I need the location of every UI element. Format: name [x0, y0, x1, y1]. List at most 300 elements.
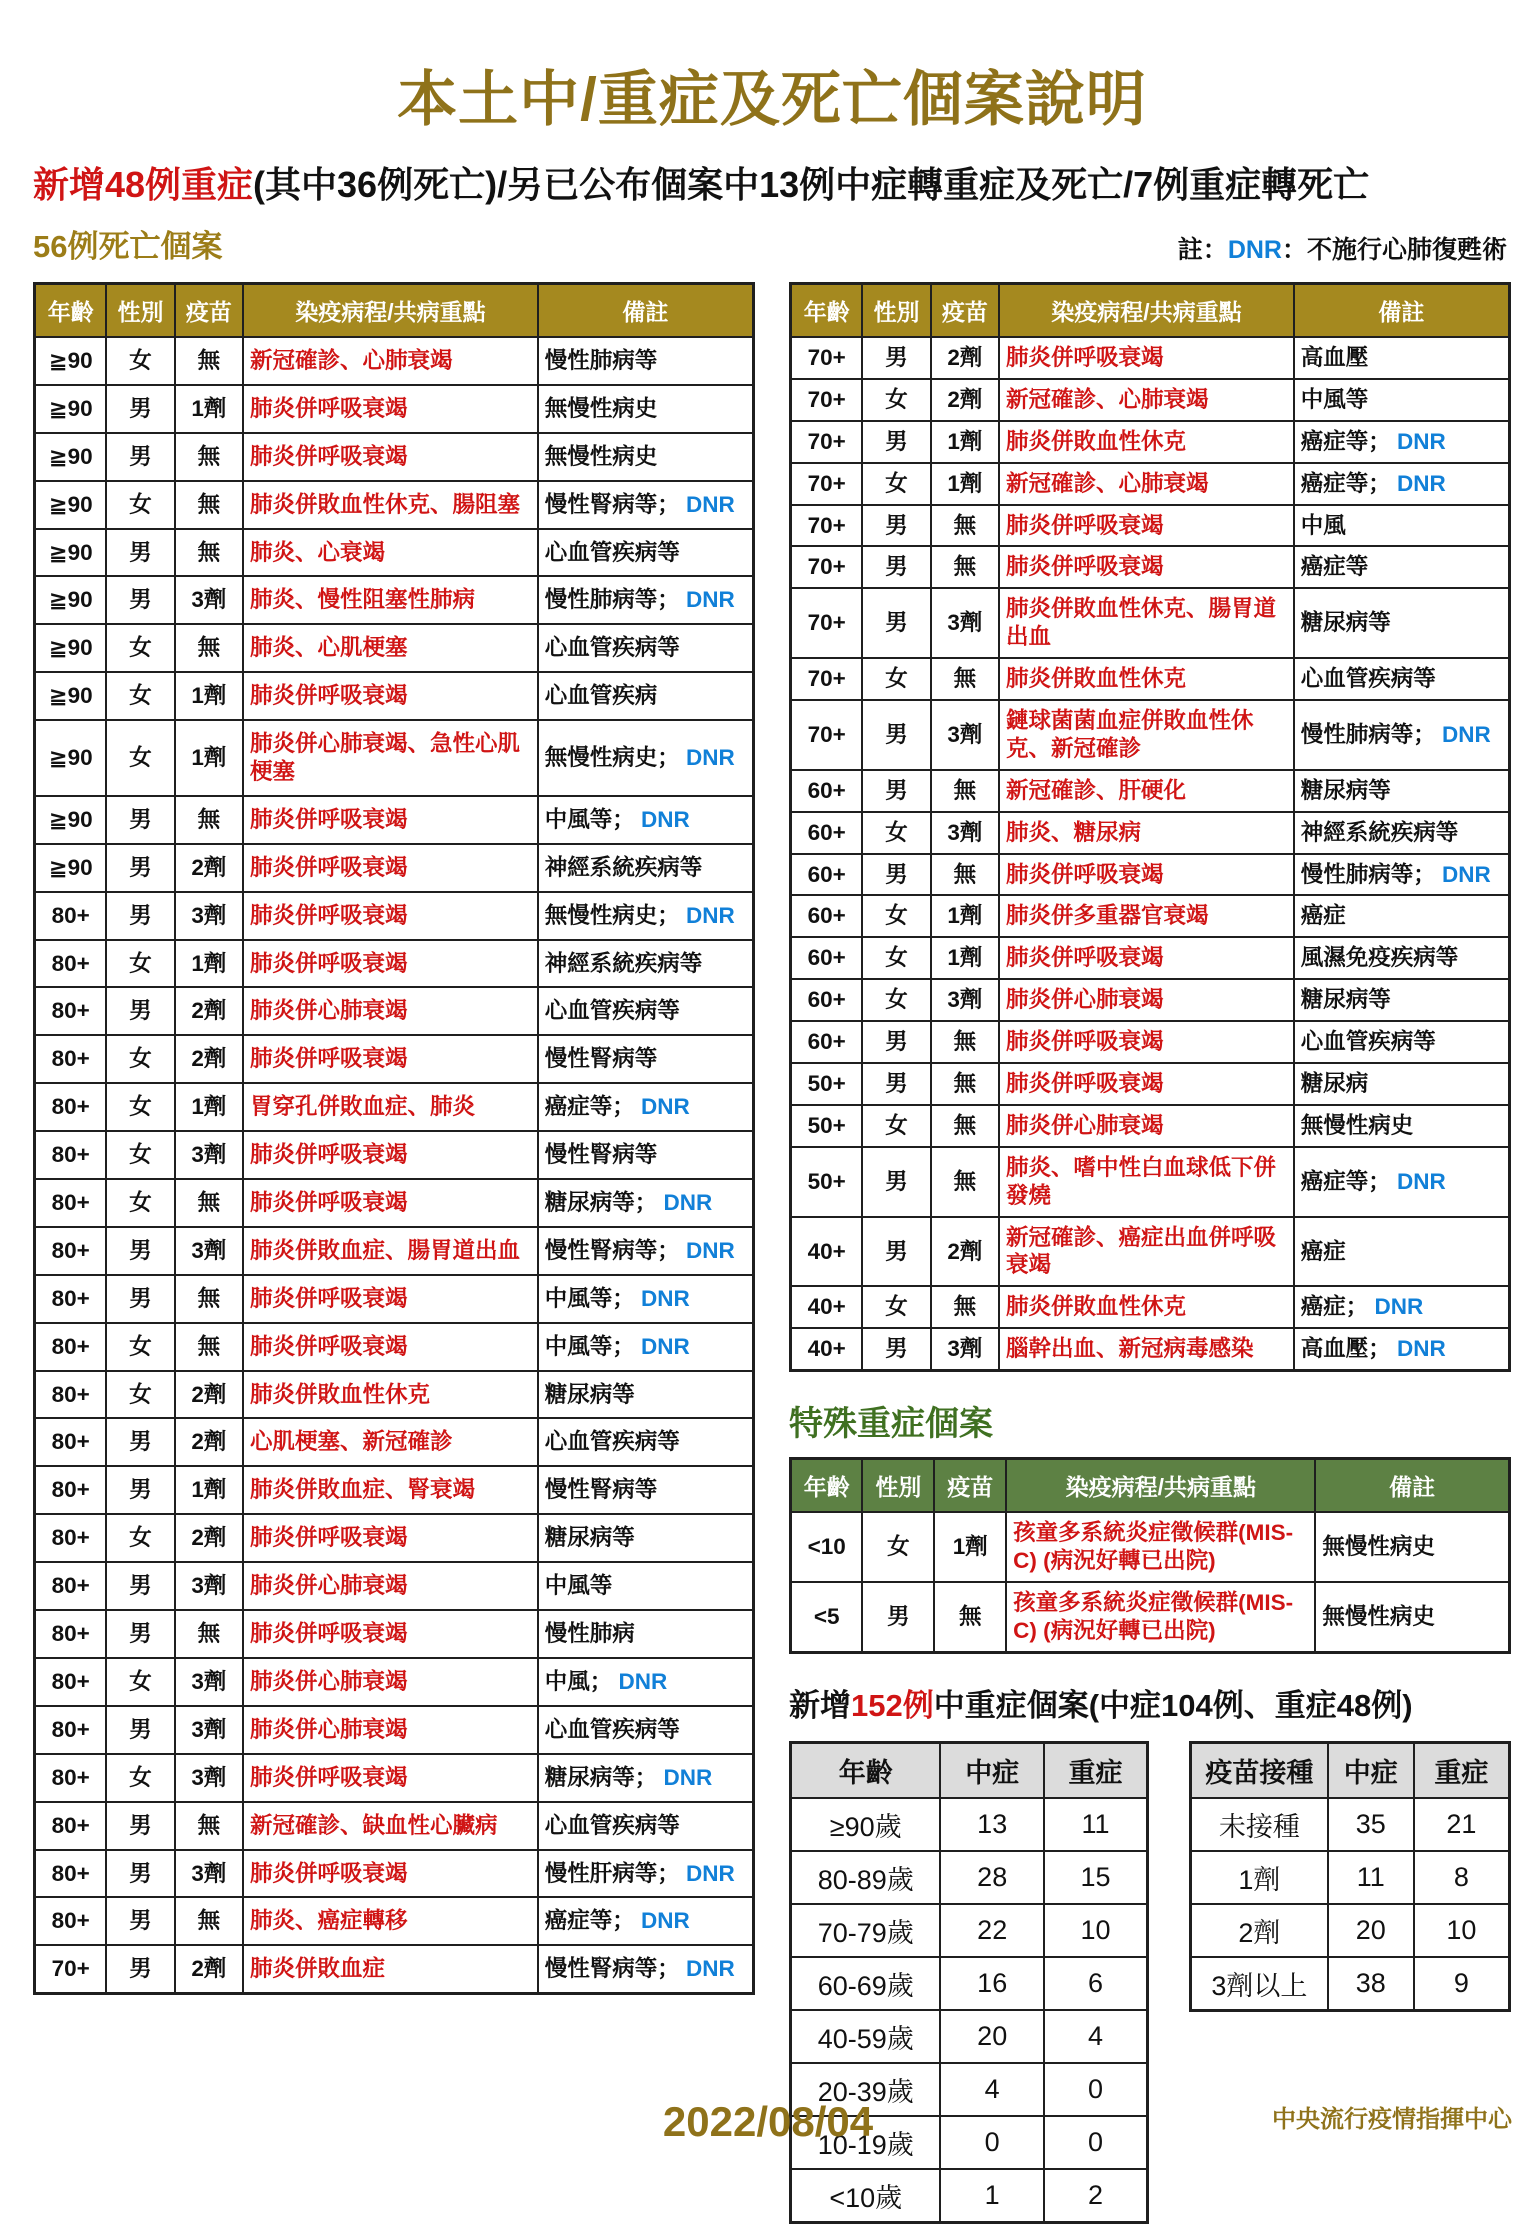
cell-sex: 女	[862, 1105, 930, 1147]
cell-sex: 男	[106, 1945, 174, 1993]
table-row	[791, 1904, 1148, 1957]
cell-note: 癌症等； DNR	[1294, 463, 1510, 505]
cell-mid: 20	[940, 2010, 1044, 2063]
cell-age: ≧90	[35, 720, 107, 796]
cell-course: 肺炎併心肺衰竭	[243, 1706, 538, 1754]
vaccine-summary-table-header	[1191, 1742, 1510, 1798]
cell-course: 肺炎併心肺衰竭	[999, 979, 1294, 1021]
cell-sev: 0	[1044, 2116, 1148, 2169]
cell-note: 心血管疾病等	[1294, 658, 1510, 700]
cell-vax: 2劑	[931, 379, 999, 421]
table-row	[791, 812, 1510, 854]
table-row	[791, 337, 1510, 379]
cell-mid: 20	[1328, 1904, 1414, 1957]
cell-vax: 無	[175, 796, 243, 844]
table-row	[791, 658, 1510, 700]
cell-age: 80+	[35, 1371, 107, 1419]
death-table-right-body	[791, 337, 1510, 1371]
column-header: 性別	[862, 284, 930, 338]
cell-note: 糖尿病等； DNR	[538, 1754, 754, 1802]
cell-note: 中風等	[1294, 379, 1510, 421]
cell-note: 高血壓	[1294, 337, 1510, 379]
cell-age: <10	[791, 1512, 863, 1582]
cell-age: ≧90	[35, 529, 107, 577]
table-row	[791, 1063, 1510, 1105]
table-row	[35, 1275, 754, 1323]
table-row	[791, 1851, 1148, 1904]
dnr-tag: DNR	[641, 1094, 690, 1120]
table-row	[35, 1850, 754, 1898]
cell-age: ≧90	[35, 337, 107, 385]
cell-sev: 15	[1044, 1851, 1148, 1904]
cell-vax: 無	[934, 1582, 1006, 1652]
cell-course: 肺炎併呼吸衰竭	[243, 1610, 538, 1658]
cell-note: 無慢性病史； DNR	[538, 720, 754, 796]
cell-course: 孩童多系統炎症徵候群(MIS-C) (病況好轉已出院)	[1006, 1582, 1315, 1652]
cell-sex: 男	[862, 854, 930, 896]
cell-note: 無慢性病史	[538, 433, 754, 481]
cell-age: 50+	[791, 1063, 863, 1105]
cell-course: 肺炎、心肌梗塞	[243, 624, 538, 672]
header-row	[791, 284, 1510, 338]
cell-course: 肺炎、糖尿病	[999, 812, 1294, 854]
cell-sex: 男	[106, 987, 174, 1035]
cell-note: 神經系統疾病等	[1294, 812, 1510, 854]
cell-age: 70+	[791, 546, 863, 588]
cell-age: 80+	[35, 1418, 107, 1466]
cell-note: 慢性腎病等； DNR	[538, 1945, 754, 1993]
cell-note: 無慢性病史	[1315, 1582, 1509, 1652]
table-row	[1191, 1851, 1510, 1904]
cell-sex: 女	[106, 1131, 174, 1179]
table-row	[1191, 1798, 1510, 1851]
column-header: 年齡	[35, 284, 107, 338]
cell-vax: 無	[931, 1021, 999, 1063]
cell-age: 80+	[35, 1802, 107, 1850]
cell-age: 60+	[791, 854, 863, 896]
cell-course: 肺炎併敗血症、腸胃道出血	[243, 1227, 538, 1275]
cell-note: 癌症	[1294, 895, 1510, 937]
table-row	[791, 1021, 1510, 1063]
column-header: 疫苗	[934, 1459, 1006, 1513]
cell-age: 70+	[791, 658, 863, 700]
cell-course: 肺炎併呼吸衰竭	[999, 937, 1294, 979]
cell-age: 80+	[35, 1706, 107, 1754]
table-row	[35, 1418, 754, 1466]
table-row	[35, 844, 754, 892]
cell-sex: 男	[862, 505, 930, 547]
cell-vax: 3劑	[931, 1328, 999, 1370]
cell-sex: 女	[106, 940, 174, 988]
cell-course: 肺炎併呼吸衰竭	[243, 1754, 538, 1802]
cell-age: 80+	[35, 940, 107, 988]
cell-note: 神經系統疾病等	[538, 844, 754, 892]
column-header: 疫苗	[931, 284, 999, 338]
cell-vax: 1劑	[931, 895, 999, 937]
table-row	[791, 379, 1510, 421]
cell-course: 肺炎併心肺衰竭、急性心肌梗塞	[243, 720, 538, 796]
cell-age: 70+	[791, 588, 863, 658]
cell-sex: 男	[862, 1021, 930, 1063]
cell-age: <5	[791, 1582, 863, 1652]
cell-sex: 女	[862, 379, 930, 421]
special-cases-table-body	[791, 1512, 1510, 1652]
cell-age: 80+	[35, 1850, 107, 1898]
cell-vax: 3劑	[175, 1562, 243, 1610]
cell-vax: 3劑	[175, 1131, 243, 1179]
cell-sev: 10	[1414, 1904, 1510, 1957]
table-row	[35, 529, 754, 577]
main-content	[33, 282, 1511, 2224]
table-row	[35, 1227, 754, 1275]
column-header: 備註	[1315, 1459, 1509, 1513]
cell-mid: 0	[940, 2116, 1044, 2169]
cell-vax: 2劑	[175, 987, 243, 1035]
table-row	[791, 979, 1510, 1021]
cell-course: 肺炎併敗血性休克、腸胃道出血	[999, 588, 1294, 658]
cell-label: 未接種	[1191, 1798, 1328, 1851]
dnr-tag: DNR	[663, 1764, 713, 1790]
cell-age: ≧90	[35, 385, 107, 433]
cell-sex: 男	[862, 1147, 930, 1217]
table-row	[35, 672, 754, 720]
cell-sex: 男	[106, 576, 174, 624]
cell-vax: 無	[175, 1323, 243, 1371]
cell-mid: 13	[940, 1798, 1044, 1851]
table-row	[35, 481, 754, 529]
cell-age: ≧90	[35, 624, 107, 672]
dnr-tag: DNR	[686, 902, 735, 928]
table-row	[791, 1957, 1148, 2010]
cell-age: 80+	[35, 1131, 107, 1179]
cell-age: ≧90	[35, 844, 107, 892]
cell-vax: 無	[175, 433, 243, 481]
table-row	[35, 1371, 754, 1419]
cell-note: 糖尿病等	[538, 1371, 754, 1419]
cell-age: 80+	[35, 1227, 107, 1275]
table-row	[791, 1582, 1510, 1652]
cell-vax: 2劑	[931, 1217, 999, 1287]
cell-sex: 女	[106, 1514, 174, 1562]
table-row	[35, 1035, 754, 1083]
table-row	[35, 1754, 754, 1802]
cell-note: 中風； DNR	[538, 1658, 754, 1706]
death-section-label: 56例死亡個案	[33, 229, 223, 264]
cell-age: 80+	[35, 1179, 107, 1227]
cell-course: 肺炎、癌症轉移	[243, 1897, 538, 1945]
dnr-tag: DNR	[1397, 470, 1446, 496]
cell-note: 糖尿病等	[1294, 588, 1510, 658]
header-row	[791, 1459, 1510, 1513]
cell-label: 80-89歲	[791, 1851, 941, 1904]
cell-note: 神經系統疾病等	[538, 940, 754, 988]
cell-vax: 無	[931, 854, 999, 896]
age-summary-table-body	[791, 1798, 1148, 2223]
table-row	[35, 1514, 754, 1562]
cell-vax: 3劑	[931, 700, 999, 770]
cell-age: 70+	[791, 700, 863, 770]
cell-course: 肺炎併呼吸衰竭	[243, 1323, 538, 1371]
cell-label: ≥90歲	[791, 1798, 941, 1851]
cell-sex: 女	[862, 1512, 934, 1582]
cell-note: 慢性腎病等	[538, 1466, 754, 1514]
cell-sex: 男	[862, 1328, 930, 1370]
table-row	[791, 1512, 1510, 1582]
cell-label: 40-59歲	[791, 2010, 941, 2063]
cell-course: 肺炎併呼吸衰竭	[243, 892, 538, 940]
cell-vax: 2劑	[175, 1418, 243, 1466]
cell-vax: 無	[931, 1147, 999, 1217]
left-column	[33, 282, 755, 1995]
cell-label: 60-69歲	[791, 1957, 941, 2010]
cell-sev: 6	[1044, 1957, 1148, 2010]
cell-sev: 9	[1414, 1957, 1510, 2011]
cell-note: 癌症等； DNR	[1294, 1147, 1510, 1217]
cell-course: 肺炎併呼吸衰竭	[243, 844, 538, 892]
column-header: 年齡	[791, 284, 863, 338]
cell-mid: 22	[940, 1904, 1044, 1957]
dnr-tag: DNR	[686, 491, 735, 517]
cell-age: 80+	[35, 1562, 107, 1610]
cell-sex: 女	[862, 979, 930, 1021]
cell-course: 肺炎併敗血性休克	[999, 1286, 1294, 1328]
header-row	[35, 284, 754, 338]
vaccine-summary-table	[1189, 1741, 1511, 2012]
note-suffix: ：不施行心肺復甦術	[1281, 236, 1507, 264]
cell-note: 糖尿病	[1294, 1063, 1510, 1105]
cell-vax: 2劑	[931, 337, 999, 379]
cell-vax: 2劑	[175, 1371, 243, 1419]
cell-note: 慢性肺病等； DNR	[538, 576, 754, 624]
cell-sex: 女	[106, 1371, 174, 1419]
cell-sex: 男	[862, 770, 930, 812]
cell-age: ≧90	[35, 672, 107, 720]
cell-sev: 11	[1044, 1798, 1148, 1851]
page-title: 本土中/重症及死亡個案說明	[397, 66, 1147, 133]
dnr-tag: DNR	[1442, 721, 1491, 747]
table-row	[35, 385, 754, 433]
cell-note: 癌症等	[1294, 546, 1510, 588]
cell-course: 鏈球菌菌血症併敗血性休克、新冠確診	[999, 700, 1294, 770]
cell-course: 肺炎併呼吸衰竭	[243, 433, 538, 481]
cell-vax: 無	[931, 1286, 999, 1328]
cell-label: <10歲	[791, 2169, 941, 2223]
cell-sev: 10	[1044, 1904, 1148, 1957]
cell-vax: 1劑	[175, 1083, 243, 1131]
table-row	[35, 1658, 754, 1706]
table-row	[1191, 1904, 1510, 1957]
cell-sex: 男	[106, 1802, 174, 1850]
cell-vax: 3劑	[175, 1658, 243, 1706]
column-header: 染疫病程/共病重點	[999, 284, 1294, 338]
cell-mid: 4	[940, 2063, 1044, 2116]
cell-course: 新冠確診、心肺衰竭	[999, 463, 1294, 505]
cell-label: 1劑	[1191, 1851, 1328, 1904]
cell-age: 80+	[35, 1754, 107, 1802]
cell-age: 60+	[791, 1021, 863, 1063]
cell-sev: 8	[1414, 1851, 1510, 1904]
cell-course: 肺炎併呼吸衰竭	[243, 1035, 538, 1083]
cell-age: 80+	[35, 1658, 107, 1706]
table-row	[791, 1328, 1510, 1370]
note-dnr: DNR	[1227, 236, 1282, 264]
cell-vax: 無	[175, 1897, 243, 1945]
dnr-note	[1178, 230, 1507, 266]
cell-note: 心血管疾病等	[538, 1418, 754, 1466]
section-label-row	[33, 221, 1507, 266]
cell-vax: 無	[931, 505, 999, 547]
cell-age: 80+	[35, 1275, 107, 1323]
cell-course: 肺炎併心肺衰竭	[243, 1562, 538, 1610]
cell-sex: 男	[106, 844, 174, 892]
cell-note: 癌症等； DNR	[538, 1897, 754, 1945]
severe-heading-rest: 中重症個案(中症104例、重症48例)	[933, 1687, 1413, 1723]
cell-note: 慢性肺病等； DNR	[1294, 700, 1510, 770]
cell-course: 肺炎併敗血症、腎衰竭	[243, 1466, 538, 1514]
cell-note: 糖尿病等； DNR	[538, 1179, 754, 1227]
cell-vax: 無	[931, 1105, 999, 1147]
dnr-tag: DNR	[686, 1860, 735, 1886]
cell-age: 60+	[791, 812, 863, 854]
cell-sev: 21	[1414, 1798, 1510, 1851]
table-row	[35, 1131, 754, 1179]
cell-vax: 無	[175, 1802, 243, 1850]
cell-age: 70+	[791, 463, 863, 505]
cell-mid: 38	[1328, 1957, 1414, 2011]
dnr-tag: DNR	[641, 1285, 690, 1311]
column-header: 年齡	[791, 1459, 863, 1513]
cell-note: 糖尿病等	[1294, 770, 1510, 812]
table-row	[791, 770, 1510, 812]
cell-sev: 0	[1044, 2063, 1148, 2116]
death-table-right	[789, 282, 1511, 1372]
subtitle-highlight: 新增48例重症	[33, 164, 254, 205]
cell-vax: 3劑	[175, 1850, 243, 1898]
table-row	[791, 588, 1510, 658]
cell-course: 新冠確診、癌症出血併呼吸衰竭	[999, 1217, 1294, 1287]
cell-note: 中風等； DNR	[538, 796, 754, 844]
vaccine-summary-table-body	[1191, 1798, 1510, 2011]
cell-course: 肺炎併呼吸衰竭	[999, 854, 1294, 896]
cell-sev: 2	[1044, 2169, 1148, 2223]
table-row	[791, 895, 1510, 937]
table-row	[791, 1286, 1510, 1328]
table-row	[791, 2169, 1148, 2223]
cell-sex: 男	[106, 529, 174, 577]
cell-vax: 無	[175, 624, 243, 672]
cell-course: 新冠確診、心肺衰竭	[999, 379, 1294, 421]
cell-note: 慢性腎病等； DNR	[538, 481, 754, 529]
column-header: 中症	[1328, 1742, 1414, 1798]
cell-vax: 無	[931, 658, 999, 700]
cell-note: 慢性腎病等	[538, 1035, 754, 1083]
cell-vax: 3劑	[175, 1754, 243, 1802]
cell-sex: 男	[106, 1466, 174, 1514]
cell-age: ≧90	[35, 433, 107, 481]
cell-vax: 2劑	[175, 1514, 243, 1562]
right-column	[789, 282, 1511, 2224]
cell-note: 糖尿病等	[1294, 979, 1510, 1021]
cell-vax: 3劑	[175, 576, 243, 624]
cell-course: 肺炎併呼吸衰竭	[243, 1514, 538, 1562]
column-header: 染疫病程/共病重點	[243, 284, 538, 338]
cell-label: 2劑	[1191, 1904, 1328, 1957]
cell-vax: 無	[175, 337, 243, 385]
cell-sex: 女	[862, 937, 930, 979]
cell-course: 肺炎併呼吸衰竭	[243, 1179, 538, 1227]
cell-age: 70+	[791, 379, 863, 421]
cell-age: 80+	[35, 1897, 107, 1945]
dnr-tag: DNR	[1397, 1336, 1446, 1362]
cell-sex: 男	[862, 1582, 934, 1652]
cell-course: 肺炎併呼吸衰竭	[999, 505, 1294, 547]
cell-age: 50+	[791, 1105, 863, 1147]
column-header: 中症	[940, 1742, 1044, 1798]
table-row	[35, 720, 754, 796]
cell-age: 60+	[791, 895, 863, 937]
table-row	[35, 1323, 754, 1371]
death-table-right-header	[791, 284, 1510, 338]
table-row	[791, 1798, 1148, 1851]
cell-mid: 16	[940, 1957, 1044, 2010]
cell-course: 肺炎併呼吸衰竭	[999, 1063, 1294, 1105]
cell-sex: 女	[106, 1035, 174, 1083]
cell-sex: 男	[106, 1562, 174, 1610]
cell-age: ≧90	[35, 576, 107, 624]
dnr-tag: DNR	[663, 1190, 713, 1216]
dnr-tag: DNR	[1442, 861, 1491, 887]
table-row	[791, 2010, 1148, 2063]
table-row	[35, 433, 754, 481]
cell-sex: 女	[106, 1179, 174, 1227]
cell-course: 心肌梗塞、新冠確診	[243, 1418, 538, 1466]
cell-sex: 女	[106, 1083, 174, 1131]
header-row	[1191, 1742, 1510, 1798]
cell-vax: 2劑	[175, 1035, 243, 1083]
agency-name: 中央流行疫情指揮中心	[1272, 2106, 1512, 2133]
special-cases-heading: 特殊重症個案	[789, 1405, 993, 1444]
table-row	[791, 1217, 1510, 1287]
dnr-tag: DNR	[641, 806, 690, 832]
cell-vax: 1劑	[175, 720, 243, 796]
cell-note: 中風等； DNR	[538, 1323, 754, 1371]
cell-course: 孩童多系統炎症徵候群(MIS-C) (病況好轉已出院)	[1006, 1512, 1315, 1582]
dnr-tag: DNR	[686, 587, 735, 613]
cell-sex: 女	[862, 658, 930, 700]
cell-vax: 無	[931, 546, 999, 588]
dnr-tag: DNR	[641, 1908, 690, 1934]
cell-sex: 女	[106, 1754, 174, 1802]
cell-sex: 男	[862, 700, 930, 770]
table-row	[791, 505, 1510, 547]
table-row	[35, 940, 754, 988]
cell-label: 70-79歲	[791, 1904, 941, 1957]
cell-course: 肺炎併呼吸衰竭	[243, 940, 538, 988]
cell-sex: 女	[106, 481, 174, 529]
cell-note: 無慢性病史	[1294, 1105, 1510, 1147]
cell-age: 60+	[791, 770, 863, 812]
column-header: 疫苗接種	[1191, 1742, 1328, 1798]
column-header: 備註	[1294, 284, 1510, 338]
cell-age: 40+	[791, 1286, 863, 1328]
cell-age: 70+	[791, 505, 863, 547]
cell-note: 慢性肝病等； DNR	[538, 1850, 754, 1898]
cell-age: 60+	[791, 937, 863, 979]
cell-note: 中風	[1294, 505, 1510, 547]
cell-sex: 女	[106, 720, 174, 796]
cell-age: 60+	[791, 979, 863, 1021]
cell-mid: 28	[940, 1851, 1044, 1904]
